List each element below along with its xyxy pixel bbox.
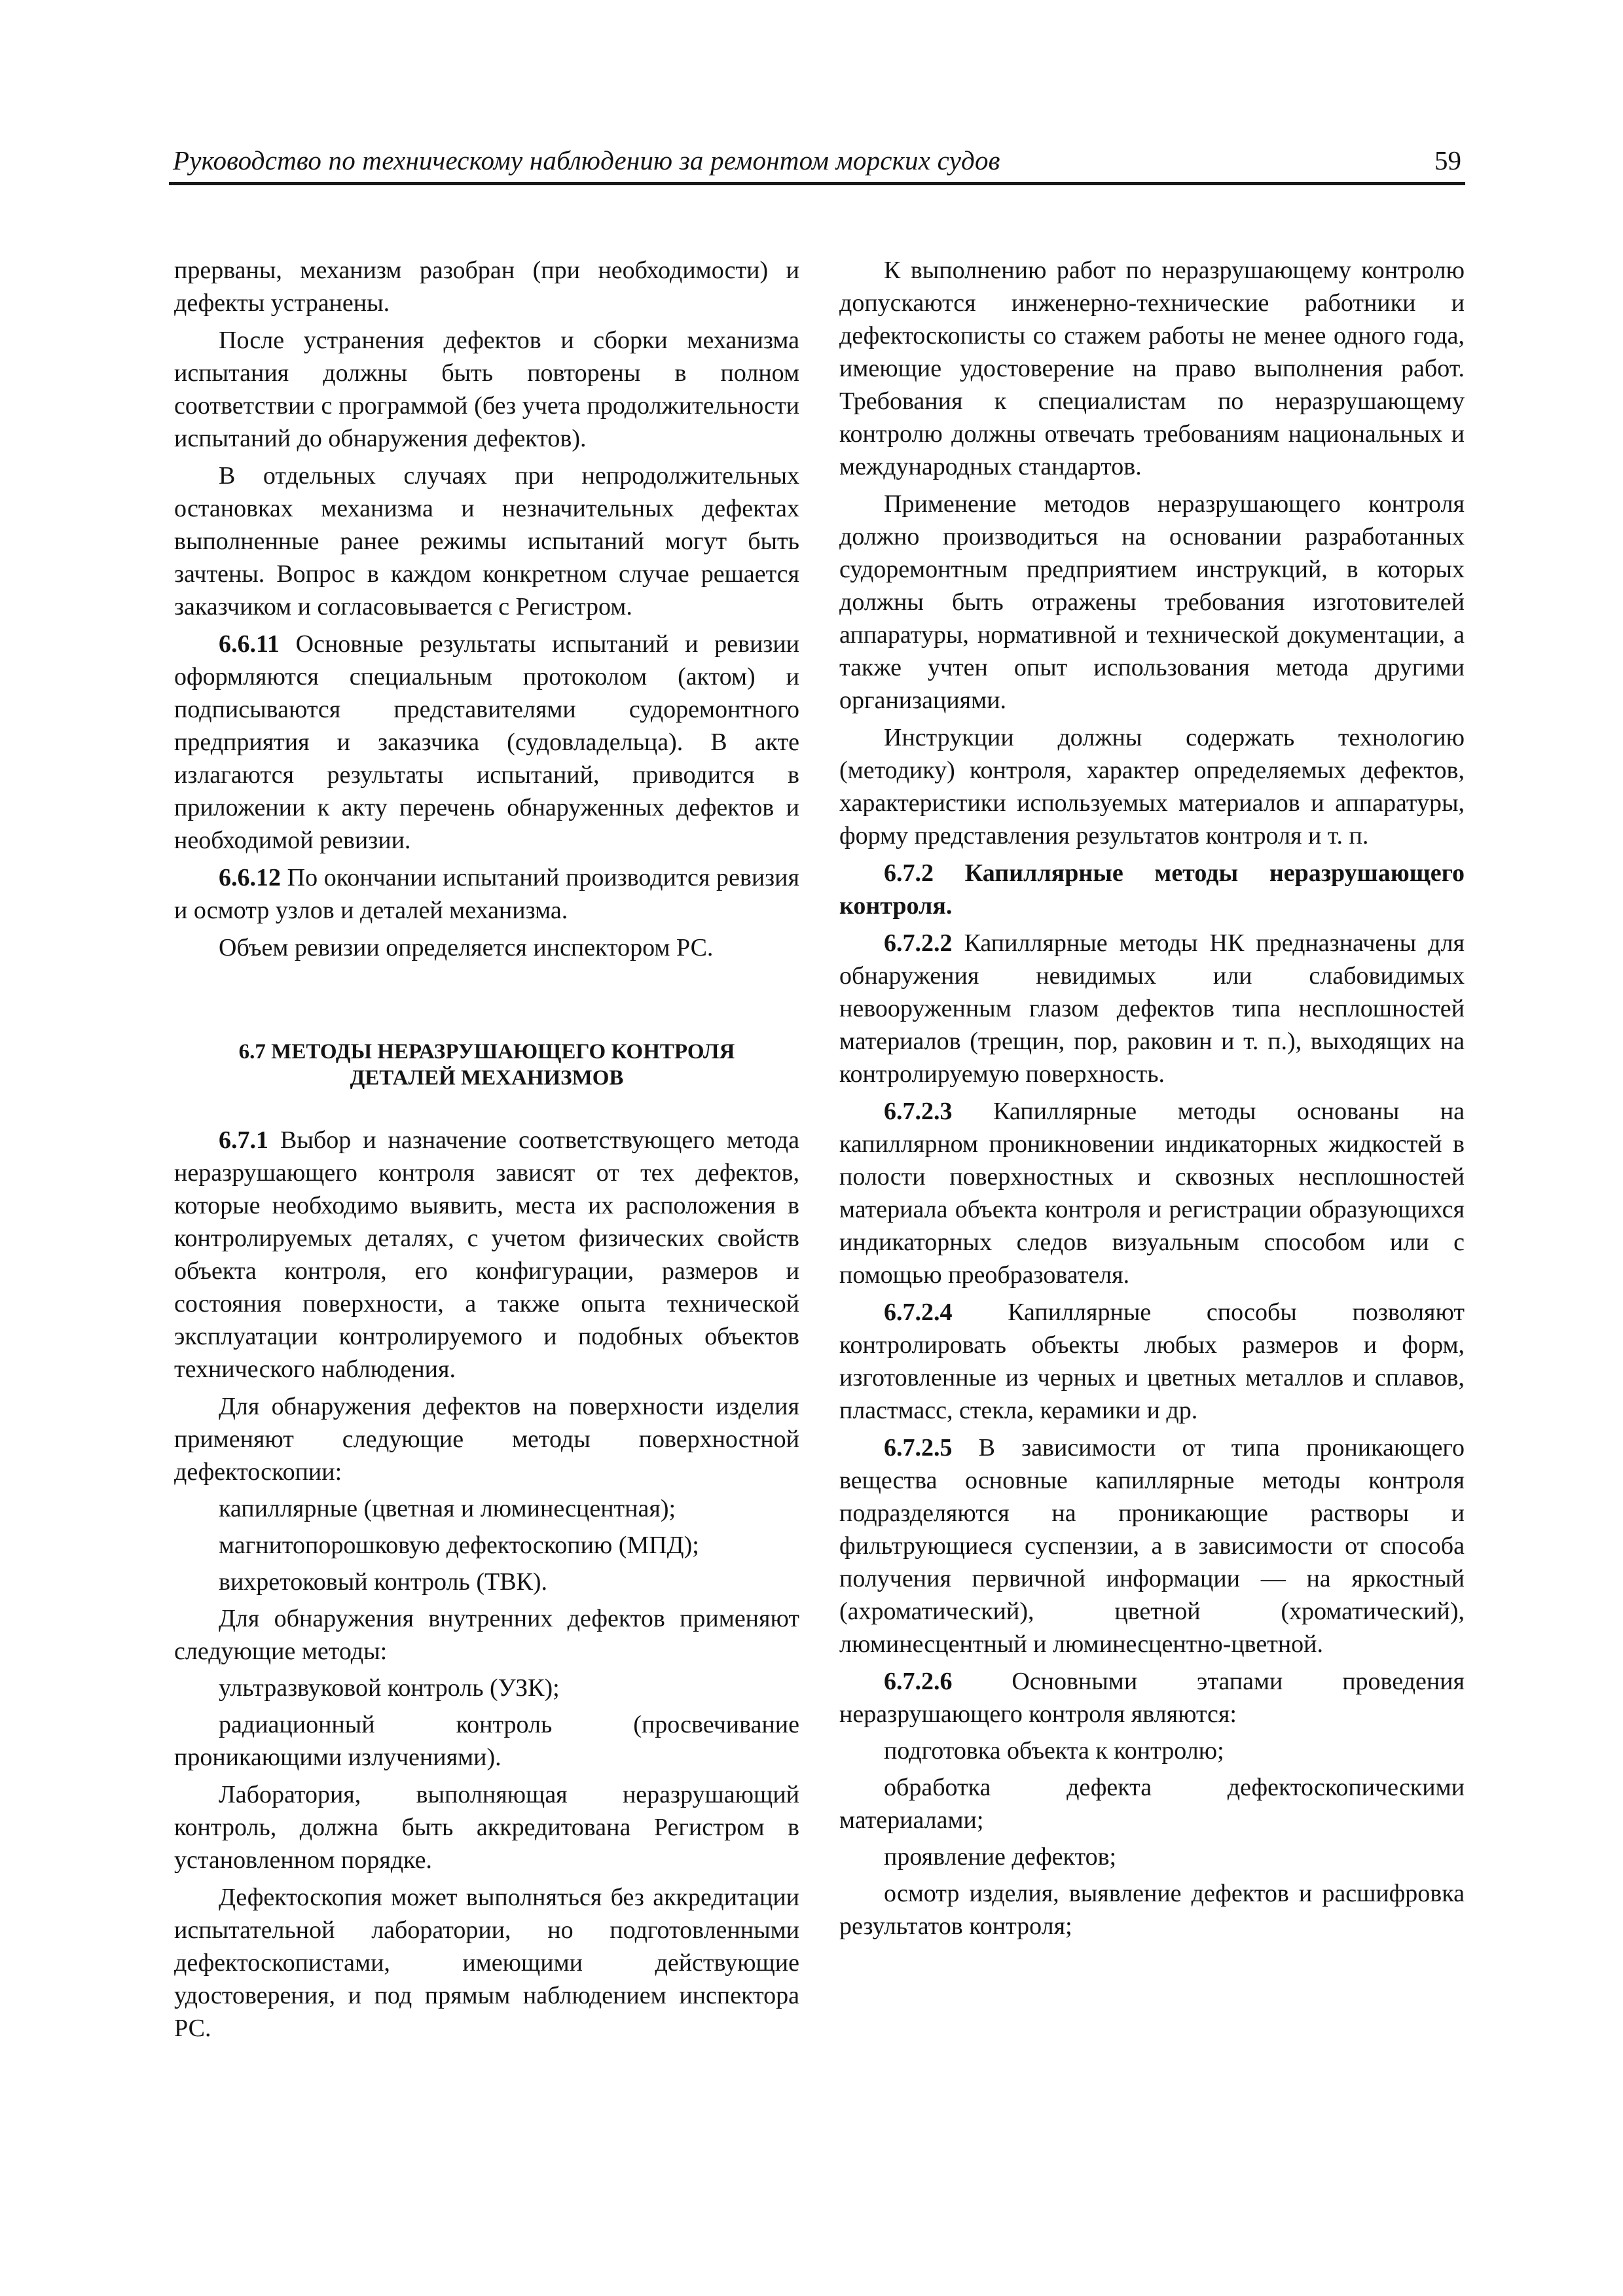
paragraph: В отдельных случаях при непродолжительных остановках механизма и незначительных дефектах выполненные ранее режимы испытаний могут быть зачтены. Вопрос в каждом конкретном случае решается заказчиком и согласовывается с Регистром. [174,462,799,620]
running-header-title: Руководство по техническому наблюдению за ремонтом морских судов [173,145,1000,175]
paragraph-6-7-2-4 [839,1296,1465,1427]
paragraph-6-7-2-3 [839,1095,1465,1291]
paragraph-6-6-12 [174,861,799,927]
paragraph: К выполнению работ по неразрушающему контролю допускаются инженерно-технические работники и дефектоскописты со стажем работы не менее одного года, имеющие удостоверение на право выполнения работ. Требования к специалистам по неразрушающему контролю должны отвечать требованиям национальных и международных стандартов. [839,257,1465,480]
page-number: 59 [1434,145,1461,175]
left-column [174,254,799,2045]
section-heading-line: 6.7 МЕТОДЫ НЕРАЗРУШАЮЩЕГО КОНТРОЛЯ [238,1040,735,1064]
paragraph: Лаборатория, выполняющая неразрушающий контроль, должна быть аккредитована Регистром в установленном порядке. [174,1781,799,1874]
paragraph: Для обнаружения дефектов на поверхности изделия применяют следующие методы поверхностной дефектоскопии: [174,1393,799,1486]
clause-text: Основные результаты испытаний и ревизии оформляются специальным протоколом (актом) и подписываются представителями судоремонтного предприятия и заказчика (судовладельца). В акте излагаются результаты испытаний, приводится в приложении к акту перечень обнаруженных дефектов и необходимой ревизии. [174,630,799,854]
paragraph-6-7-2-5 [839,1431,1465,1660]
paragraph-6-7-2-2 [839,927,1465,1090]
list-item: подготовка объекта к контролю; [884,1737,1224,1765]
section-heading-line: ДЕТАЛЕЙ МЕХАНИЗМОВ [350,1066,624,1090]
list-item: радиационный контроль (просвечивание проникающими излучениями). [174,1711,799,1771]
paragraph: Объем ревизии определяется инспектором РС. [219,934,714,961]
clause-text: Выбор и назначение соответствующего метода неразрушающего контроля зависят от тех дефектов, которые необходимо выявить, места их расположения в контролируемых деталях, с учетом физических свойств объекта контроля, его конфигурации, размеров и состояния поверхности, а также опыта технической эксплуатации контролируемого и подобных объектов технического наблюдения. [174,1126,799,1383]
clause-number: 6.6.11 [219,630,280,658]
list-item: проявление дефектов; [884,1843,1117,1871]
list-item: вихретоковый контроль (ТВК). [219,1568,548,1596]
clause-text: В зависимости от типа проникающего вещества основные капиллярные методы контроля подразделяются на проникающие растворы и фильтрующиеся суспензии, а в зависимости от способа получения первичной информации — на яркостный (ахроматический), цветной (хроматический), люминесцентный и люминесцентно-цветной. [839,1434,1465,1658]
clause-text: Капиллярные способы позволяют контролировать объекты любых размеров и форм, изготовленные из черных и цветных металлов и сплавов, пластмасс, стекла, керамики и др. [839,1299,1465,1424]
paragraph: Дефектоскопия может выполняться без аккредитации испытательной лаборатории, но подготовленными дефектоскопистами, имеющими действующие удостоверения, и под прямым наблюдением инспектора РС. [174,1884,799,2042]
clause-number: 6.7.1 [219,1126,268,1154]
list-item: обработка дефекта дефектоскопическими материалами; [839,1774,1465,1834]
clause-number: 6.7.2.5 [884,1434,953,1462]
clause-text: Капиллярные методы основаны на капиллярном проникновении индикаторных жидкостей в полости поверхностных и сквозных несплошностей материала объекта контроля и регистрации образующихся индикаторных следов визуальным способом или с помощью преобразователя. [839,1098,1465,1289]
paragraph: После устранения дефектов и сборки механизма испытания должны быть повторены в полном соответствии с программой (без учета продолжительности испытаний до обнаружения дефектов). [174,327,799,452]
list-item: осмотр изделия, выявление дефектов и расшифровка результатов контроля; [839,1880,1465,1940]
paragraph: Применение методов неразрушающего контроля должно производиться на основании разработанных судоремонтным предприятием инструкций, в которых должны быть отражены требования изготовителей аппаратуры, нормативной и технической документации, а также учтен опыт использования метода другими организациями. [839,490,1465,714]
paragraph-6-7-1 [174,1124,799,1386]
section-heading [174,1039,799,1091]
clause-number: 6.7.2.6 [884,1668,953,1695]
right-column [839,254,1465,1943]
clause-number: 6.6.12 [219,864,281,891]
paragraph: Инструкции должны содержать технологию (методику) контроля, характер определяемых дефектов, характеристики используемых материалов и аппаратуры, форму представления результатов контроля и т. п. [839,724,1465,850]
clause-text: Капиллярные методы НК предназначены для обнаружения невидимых или слабовидимых невооруженным глазом дефектов типа несплошностей материалов (трещин, пор, раковин и т. п.), выходящих на контролируемую поверхность. [839,929,1465,1088]
subsection-heading-6-7-2: 6.7.2 Капиллярные методы неразрушающего контроля. [839,859,1465,920]
paragraph: прерваны, механизм разобран (при необходимости) и дефекты устранены. [174,257,799,317]
paragraph-6-6-11 [174,628,799,857]
clause-text: По окончании испытаний производится ревизия и осмотр узлов и деталей механизма. [174,864,799,924]
running-header [169,143,1465,185]
clause-number: 6.7.2.3 [884,1098,953,1125]
clause-number: 6.7.2.4 [884,1299,953,1326]
paragraph-6-7-2-6 [839,1665,1465,1731]
clause-number: 6.7.2.2 [884,929,953,957]
list-item: капиллярные (цветная и люминесцентная); [219,1495,676,1522]
paragraph: Для обнаружения внутренних дефектов применяют следующие методы: [174,1605,799,1665]
list-item: магнитопорошковую дефектоскопию (МПД); [219,1532,699,1559]
list-item: ультразвуковой контроль (УЗК); [219,1674,560,1702]
clause-text: Основными этапами проведения неразрушающего контроля являются: [839,1668,1465,1728]
